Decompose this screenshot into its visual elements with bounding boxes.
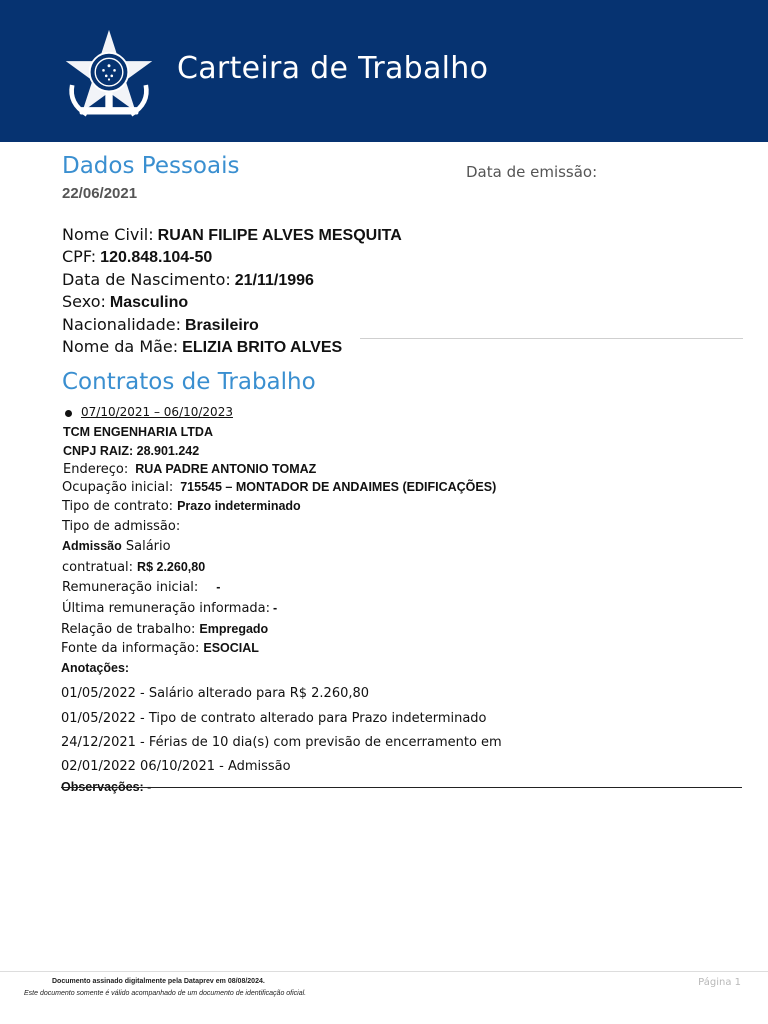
field-relacao-trabalho [61, 622, 268, 637]
field-value: RUA PADRE ANTONIO TOMAZ [135, 462, 317, 476]
field-label: CPF: [62, 247, 97, 266]
field-label: contratual: [62, 560, 134, 575]
field-tipo-contrato [62, 499, 301, 514]
field-label: Sexo: [62, 292, 106, 311]
field-nacionalidade [62, 315, 259, 335]
section-title-contracts: Contratos de Trabalho [62, 369, 316, 395]
field-value: 21/11/1996 [234, 272, 314, 289]
notes-label: Anotações: [61, 661, 130, 675]
field-label: Nome da Mãe: [62, 337, 179, 356]
field-value: 715545 – MONTADOR DE ANDAIMES (EDIFICAÇÕES) [180, 480, 497, 494]
field-label: Endereço: [63, 462, 129, 477]
field-fonte-informacao [61, 641, 259, 656]
footer-divider [0, 971, 768, 972]
field-data-nascimento [62, 270, 314, 290]
field-label: Nome Civil: [62, 225, 154, 244]
brazil-coat-of-arms-icon [62, 28, 156, 120]
field-value: 120.848.104-50 [100, 249, 213, 266]
field-value: ESOCIAL [203, 641, 259, 655]
field-value: - [273, 601, 278, 615]
bullet-icon [65, 410, 72, 417]
note-item: 01/05/2022 - Tipo de contrato alterado para Prazo indeterminado [61, 711, 487, 726]
field-ultima-remuneracao [62, 601, 277, 616]
emission-date: 22/06/2021 [62, 185, 138, 202]
field-sexo [62, 292, 188, 312]
field-value: RUAN FILIPE ALVES MESQUITA [157, 227, 402, 244]
employer-name: TCM ENGENHARIA LTDA [63, 425, 213, 439]
observations: Observações: - [61, 780, 152, 794]
admission-type-value: Admissão [62, 539, 122, 553]
note-item: 01/05/2022 - Salário alterado para R$ 2.260,80 [61, 686, 370, 701]
field-label: Nacionalidade: [62, 315, 181, 334]
divider [360, 338, 743, 339]
field-label: Data de Nascimento: [62, 270, 231, 289]
field-endereco [63, 462, 316, 477]
contract-period: 07/10/2021 – 06/10/2023 [81, 405, 233, 419]
salary-label: Salário [125, 539, 171, 554]
field-label: Última remuneração informada: [62, 601, 271, 616]
page-header [0, 0, 768, 142]
field-value: R$ 2.260,80 [137, 560, 206, 574]
page-number: Página 1 [698, 977, 741, 988]
field-nome-mae [62, 337, 342, 357]
note-item: 24/12/2021 - Férias de 10 dia(s) com previsão de encerramento em [61, 735, 502, 750]
employer-cnpj: CNPJ RAIZ: 28.901.242 [63, 444, 200, 458]
field-label: Remuneração inicial: [62, 580, 199, 595]
field-admissao-salario [62, 539, 171, 554]
note-item: 02/01/2022 06/10/2021 - Admissão [61, 759, 291, 774]
header-title: Carteira de Trabalho [177, 51, 489, 86]
field-tipo-admissao: Tipo de admissão: [62, 519, 181, 534]
field-value: ELIZIA BRITO ALVES [182, 339, 343, 356]
field-salario-contratual [62, 560, 205, 575]
field-value: - [216, 580, 221, 594]
field-value: Empregado [199, 622, 269, 636]
field-value: Masculino [109, 294, 189, 311]
emission-label: Data de emissão: [466, 163, 598, 181]
field-label: Fonte da informação: [61, 641, 200, 656]
field-label: Tipo de contrato: [62, 499, 174, 514]
field-nome-civil [62, 225, 402, 245]
field-label: Relação de trabalho: [61, 622, 196, 637]
field-remuneracao-inicial [62, 580, 220, 595]
footer-note: Este documento somente é válido acompanhado de um documento de identificação oficial. [24, 990, 307, 997]
section-title-personal: Dados Pessoais [62, 153, 240, 179]
footer-signature: Documento assinado digitalmente pela Dataprev em 08/08/2024. [52, 978, 265, 985]
field-ocupacao [62, 480, 496, 495]
field-value: Prazo indeterminado [177, 499, 301, 513]
field-label: Ocupação inicial: [62, 480, 174, 495]
divider [61, 787, 742, 788]
field-cpf [62, 247, 212, 267]
field-value: Brasileiro [185, 317, 259, 334]
